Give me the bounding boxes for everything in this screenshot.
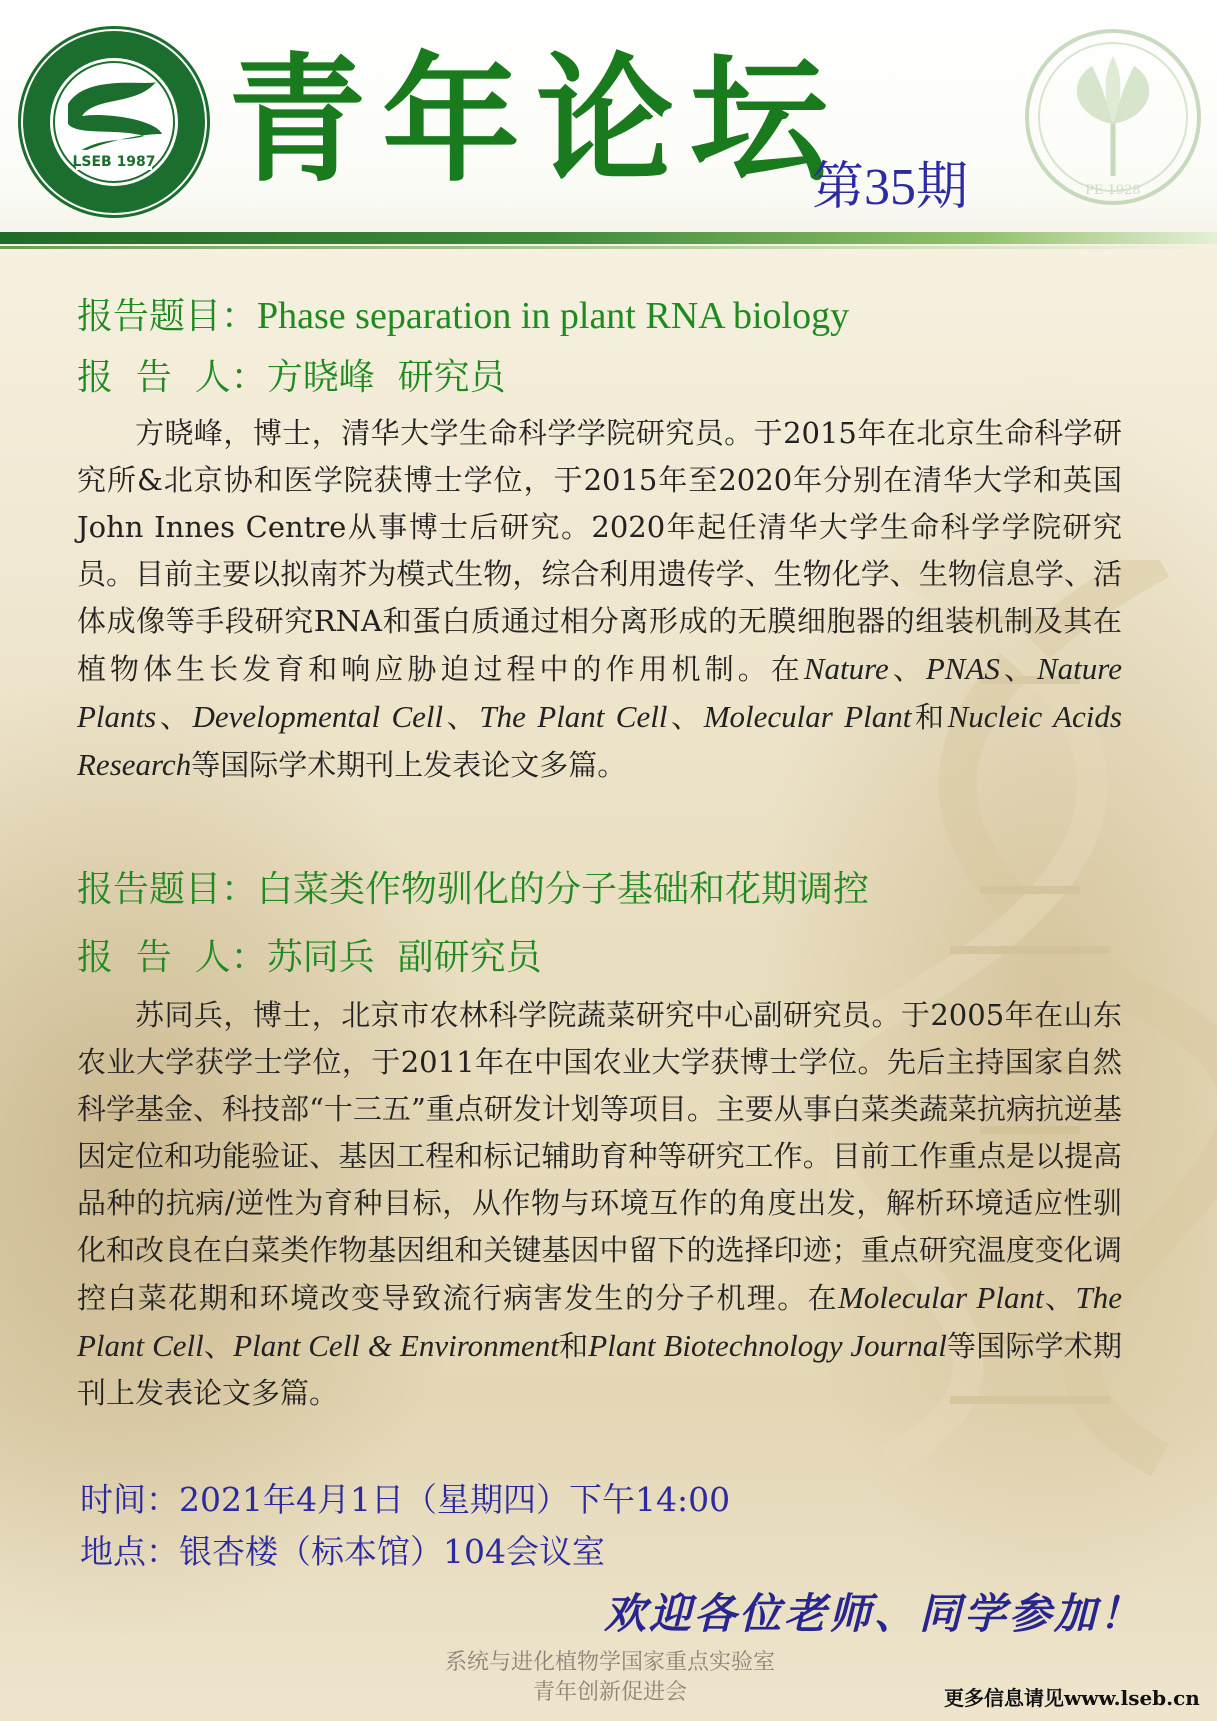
welcome-message: 欢迎各位老师、同学参加！ — [604, 1589, 1145, 1638]
talk2-title: 白菜类作物驯化的分子基础和花期调控 — [257, 869, 870, 910]
header-rule-thin — [0, 246, 1217, 249]
journal-name: Molecular Plant — [838, 1280, 1044, 1315]
website-link[interactable]: www.lseb.cn — [1064, 1686, 1200, 1710]
journal-name: Plant Biotechnology Journal — [588, 1328, 947, 1363]
talk1-bio-text: 方晓峰，博士，清华大学生命科学学院研究员。于2015年在北京生命科学研究所&北京协和医学院获博士学位，于2015年至2020年分别在清华大学和英国John Innes Centre从事博士后研究。2020年起任清华大学生命科学学院研究员。目前主要以拟南芥为模式生物，综合利用遗传学、生物化学、生物信息学、活体成像等手段研究RNA和蛋白质通过相分离形成的无膜细胞器的组装机制及其在植物体生长发育和响应胁迫过程中的作用机制。在 — [77, 416, 1122, 686]
separator: 、 — [1043, 1281, 1076, 1315]
separator: 、 — [443, 700, 480, 734]
organizer — [400, 1648, 820, 1708]
talk2-speaker-line — [77, 934, 542, 982]
journal-name: The Plant Cell — [479, 699, 668, 734]
talk1-speaker: 方晓峰 研究员 — [266, 357, 506, 398]
talk2-bio-text: 苏同兵，博士，北京市农林科学院蔬菜研究中心副研究员。于2005年在山东农业大学获学士学位，于2011年在中国农业大学获博士学位。先后主持国家自然科学基金、科技部“十三五”重点研发计划等项目。主要从事白菜类蔬菜抗病抗逆基因定位和功能验证、基因工程和标记辅助育种等研究工作。目前工作重点是以提高品种的抗病/逆性为育种目标，从作物与环境互作的角度出发，解析环境适应性驯化和改良在白菜类作物基因组和关键基因中留下的选择印迹；重点研究温度变化调控白菜花期和环境改变导致流行病害发生的分子机理。在 — [77, 998, 1122, 1315]
separator: 、 — [888, 652, 926, 686]
journal-name: Molecular Plant — [703, 699, 912, 734]
lseb-logo — [16, 24, 212, 220]
organizer-line-1: 系统与进化植物学国家重点实验室 — [444, 1650, 775, 1675]
more-info — [944, 1684, 1200, 1712]
journal-name: Nature — [803, 651, 889, 686]
place-value: 银杏楼（标本馆）104会议室 — [179, 1532, 605, 1571]
talk2-bio-end: 等国际学术期刊上发表论文多篇。 — [77, 1329, 1122, 1410]
talk2-speaker: 苏同兵 副研究员 — [266, 937, 542, 978]
talk1-bio-end: 等国际学术期刊上发表论文多篇。 — [191, 748, 627, 782]
separator: 、 — [203, 1329, 234, 1363]
separator: 、 — [999, 652, 1037, 686]
journal-name: The Plant Cell — [77, 1280, 1122, 1363]
journal-name: Developmental Cell — [192, 699, 444, 734]
conjunction: 和 — [558, 1329, 589, 1363]
place-label: 地点： — [80, 1532, 179, 1571]
conjunction: 和 — [911, 700, 948, 734]
header-rule — [0, 232, 1217, 244]
talk1-speaker-line — [77, 354, 506, 402]
talk1-bio — [77, 410, 1122, 789]
talk1-speaker-label: 报 告 人： — [77, 357, 267, 398]
talk2-title-label: 报告题目： — [77, 869, 258, 910]
svg-text:PE 1928: PE 1928 — [1085, 183, 1141, 198]
time-value: 2021年4月1日（星期四）下午14:00 — [179, 1480, 731, 1519]
svg-text:LSEB 1987: LSEB 1987 — [72, 154, 156, 170]
talk2-speaker-label: 报 告 人： — [77, 937, 267, 978]
herbarium-seal — [1022, 26, 1204, 208]
issue-number: 第35期 — [812, 159, 969, 216]
time-label: 时间： — [80, 1480, 179, 1519]
separator: 、 — [667, 700, 704, 734]
journal-name: Nucleic Acids Research — [77, 699, 1122, 782]
more-info-label: 更多信息请见 — [944, 1686, 1064, 1710]
journal-name: Plant Cell & Environment — [233, 1328, 559, 1363]
talk2-bio — [77, 992, 1122, 1417]
talk1-title-label: 报告题目： — [77, 296, 258, 337]
separator: 、 — [156, 700, 193, 734]
event-place — [80, 1530, 605, 1574]
talk2-title-line — [77, 866, 869, 914]
journal-name: PNAS — [925, 651, 1000, 686]
talk1-title-line — [77, 292, 849, 341]
forum-title: 青年论坛 — [228, 38, 845, 201]
journal-name: Nature Plants — [77, 651, 1122, 734]
event-time — [80, 1478, 730, 1522]
organizer-line-2: 青年创新促进会 — [532, 1680, 687, 1705]
talk1-title: Phase separation in plant RNA biology — [257, 295, 850, 337]
